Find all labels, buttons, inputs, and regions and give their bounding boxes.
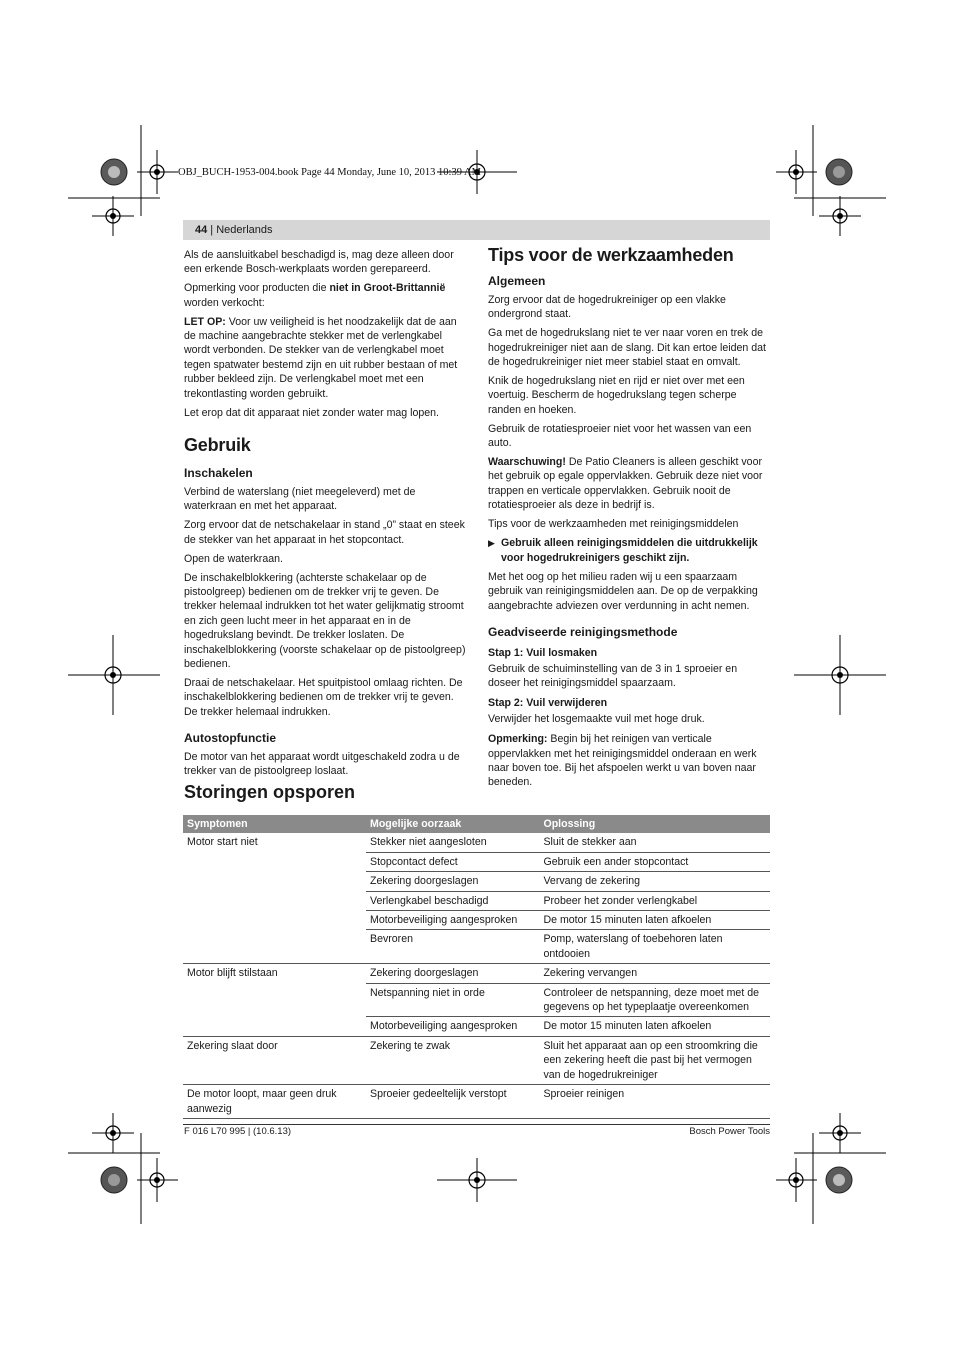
triangle-right-icon: ▶ <box>488 538 495 549</box>
paragraph: Waarschuwing! De Patio Cleaners is alleen geschikt voor het gebruik op egale oppervlakken. Gebruik deze niet voor trappen en verticale oppervlakken. Gebruik nooit de rotatiesproeier als deze in bedrijf is. <box>488 456 763 512</box>
paragraph: Let erop dat dit apparaat niet zonder water mag lopen. <box>184 406 440 419</box>
paragraph: Knik de hogedrukslang niet en rijd er niet over met een voertuig. Bescherm de hogedrukslang tegen scherpe randen en hoeken. <box>488 375 745 416</box>
solution-cell: De motor 15 minuten laten afkoelen <box>539 1017 770 1036</box>
bullet-item <box>488 536 771 565</box>
solution-cell: Probeer het zonder verlengkabel <box>539 891 770 910</box>
page-separator: | <box>207 224 217 236</box>
footer-brand: Bosch Power Tools <box>689 1126 770 1137</box>
solution-cell: Sluit het apparaat aan op een stroomkring die een zekering heeft die past bij het vermogen van de hogedrukreiniger <box>539 1036 770 1084</box>
paragraph: Ga met de hogedrukslang niet te ver naar voren en trek de hogedrukreiniger niet aan de slang. Dit kan ertoe leiden dat de hogedrukreiniger niet meer stabiel staat en omvalt. <box>488 327 766 369</box>
paragraph: Gebruik de schuiminstelling van de 3 in 1 sproeier en doseer het reinigingsmiddel spaarzaam. <box>488 662 738 689</box>
heading-gebruik: Gebruik <box>184 434 251 455</box>
table-row <box>183 1085 770 1119</box>
heading-autostopfunctie: Autostopfunctie <box>184 731 276 746</box>
page-header-bar <box>183 220 770 240</box>
column-header: Symptomen <box>183 815 366 833</box>
cause-cell: Verlengkabel beschadigd <box>366 891 539 910</box>
paragraph: Als de aansluitkabel beschadigd is, mag deze alleen door een erkende Bosch-werkplaats worden gerepareerd. <box>184 249 454 276</box>
column-header: Oplossing <box>539 815 770 833</box>
heading-inschakelen: Inschakelen <box>184 465 253 480</box>
paragraph: Verwijder het losgemaakte vuil met hoge druk. <box>488 712 705 725</box>
paragraph: Gebruik de rotatiesproeier niet voor het wassen van een auto. <box>488 422 752 450</box>
footer-divider <box>183 1124 770 1125</box>
paragraph: Draai de netschakelaar. Het spuitpistool omlaag richten. De inschakelblokkering bedienen om de trekker vrij te geven. De trekker helemaal indrukken. <box>184 676 463 718</box>
cause-cell: Motorbeveiliging aangesproken <box>366 911 539 930</box>
paragraph: Zorg ervoor dat de netschakelaar in stand „0” staat en steek de stekker van het apparaat in het stopcontact. <box>184 519 465 546</box>
solution-cell: Zekering vervangen <box>539 964 770 983</box>
paragraph: De inschakelblokkering (achterste schakelaar op de pistoolgreep) bedienen om de trekker vrij te geven. De trekker helemaal indrukken tot het water gelijkmatig stroomt en zich geen lucht meer in het apparaat en in de hogedrukslang bevindt. De trekker loslaten. De inschakelblokkering (voorste schakelaar op de pistoolgreep) bedienen. <box>184 571 466 670</box>
symptom-cell: Motor blijft stilstaan <box>183 964 366 1037</box>
solution-cell: De motor 15 minuten laten afkoelen <box>539 911 770 930</box>
solution-cell: Sluit de stekker aan <box>539 833 770 852</box>
cause-cell: Zekering te zwak <box>366 1036 539 1084</box>
cause-cell: Bevroren <box>366 930 539 964</box>
heading-stap2: Stap 2: Vuil verwijderen <box>488 697 608 710</box>
symptom-cell: Motor start niet <box>183 833 366 963</box>
cause-cell: Netspanning niet in orde <box>366 983 539 1017</box>
cause-cell: Zekering doorgeslagen <box>366 872 539 891</box>
paragraph: Met het oog op het milieu raden wij u een spaarzaam gebruik van reinigingsmiddelen aan. De op de verpakking aangebrachte adviezen over verdunning in acht nemen. <box>488 570 758 612</box>
page-number: 44 <box>195 224 208 236</box>
table-header-row <box>183 815 770 833</box>
solution-cell: Controleer de netspanning, deze moet met de gegevens op het typeplaatje overeenkomen <box>539 983 770 1017</box>
solution-cell: Gebruik een ander stopcontact <box>539 852 770 871</box>
paragraph: Tips voor de werkzaamheden met reinigingsmiddelen <box>488 518 739 531</box>
troubleshooting-table <box>183 815 770 1119</box>
cause-cell: Sproeier gedeeltelijk verstopt <box>366 1085 539 1119</box>
paragraph: Open de waterkraan. <box>184 552 283 565</box>
symptom-cell: De motor loopt, maar geen druk aanwezig <box>183 1085 366 1119</box>
bullet-text: Gebruik alleen reinigingsmiddelen die uitdrukkelijk voor hogedrukreinigers geschikt zijn. <box>501 537 758 564</box>
heading-algemeen: Algemeen <box>488 274 546 288</box>
column-header: Mogelijke oorzaak <box>366 815 539 833</box>
paragraph: Zorg ervoor dat de hogedrukreiniger op een vlakke ondergrond staat. <box>488 294 726 321</box>
paragraph: LET OP: Voor uw veiligheid is het noodzakelijk dat de aan de machine aangebrachte stekker met de verlengkabel wordt verbonden. De stekker van de verlengkabel moet tegen spatwater bestemd zijn en uit rubber bestaan of met rubber bekleed zijn. De verlengkabel moet met een trekontlasting worden gebruikt. <box>184 315 458 400</box>
table-row <box>183 964 770 983</box>
cause-cell: Zekering doorgeslagen <box>366 964 539 983</box>
table-row <box>183 833 770 852</box>
paragraph: De motor van het apparaat wordt uitgeschakeld zodra u de trekker van de pistoolgreep loslaat. <box>184 751 460 778</box>
heading-tips: Tips voor de werkzaamheden <box>488 245 734 265</box>
symptom-cell: Zekering slaat door <box>183 1036 366 1084</box>
cause-cell: Motorbeveiliging aangesproken <box>366 1017 539 1036</box>
heading-storingen: Storingen opsporen <box>184 782 355 802</box>
heading-stap1: Stap 1: Vuil losmaken <box>488 647 598 660</box>
paragraph: Verbind de waterslang (niet meegeleverd) met de waterkraan en met het apparaat. <box>184 485 416 513</box>
cause-cell: Stekker niet aangesloten <box>366 833 539 852</box>
paragraph: Opmerking voor producten die niet in Groot-Brittannië worden verkocht: <box>184 282 446 309</box>
page-language: Nederlands <box>216 224 273 236</box>
solution-cell: Pomp, waterslang of toebehoren laten ontdooien <box>539 930 770 964</box>
cause-cell: Stopcontact defect <box>366 852 539 871</box>
right-column <box>488 242 771 794</box>
paragraph: Opmerking: Begin bij het reinigen van verticale oppervlakken met het reinigingsmiddel onderaan en werk naar boven toe. Bij het afspoelen werkt u van boven naar beneden. <box>488 733 757 789</box>
left-column <box>184 248 467 783</box>
print-header: OBJ_BUCH-1953-004.book Page 44 Monday, June 10, 2013 10:39 AM <box>178 167 481 178</box>
footer-doc-number: F 016 L70 995 | (10.6.13) <box>184 1126 292 1137</box>
heading-geadviseerde: Geadviseerde reinigingsmethode <box>488 625 678 640</box>
solution-cell: Vervang de zekering <box>539 872 770 891</box>
table-row <box>183 1036 770 1084</box>
solution-cell: Sproeier reinigen <box>539 1085 770 1119</box>
